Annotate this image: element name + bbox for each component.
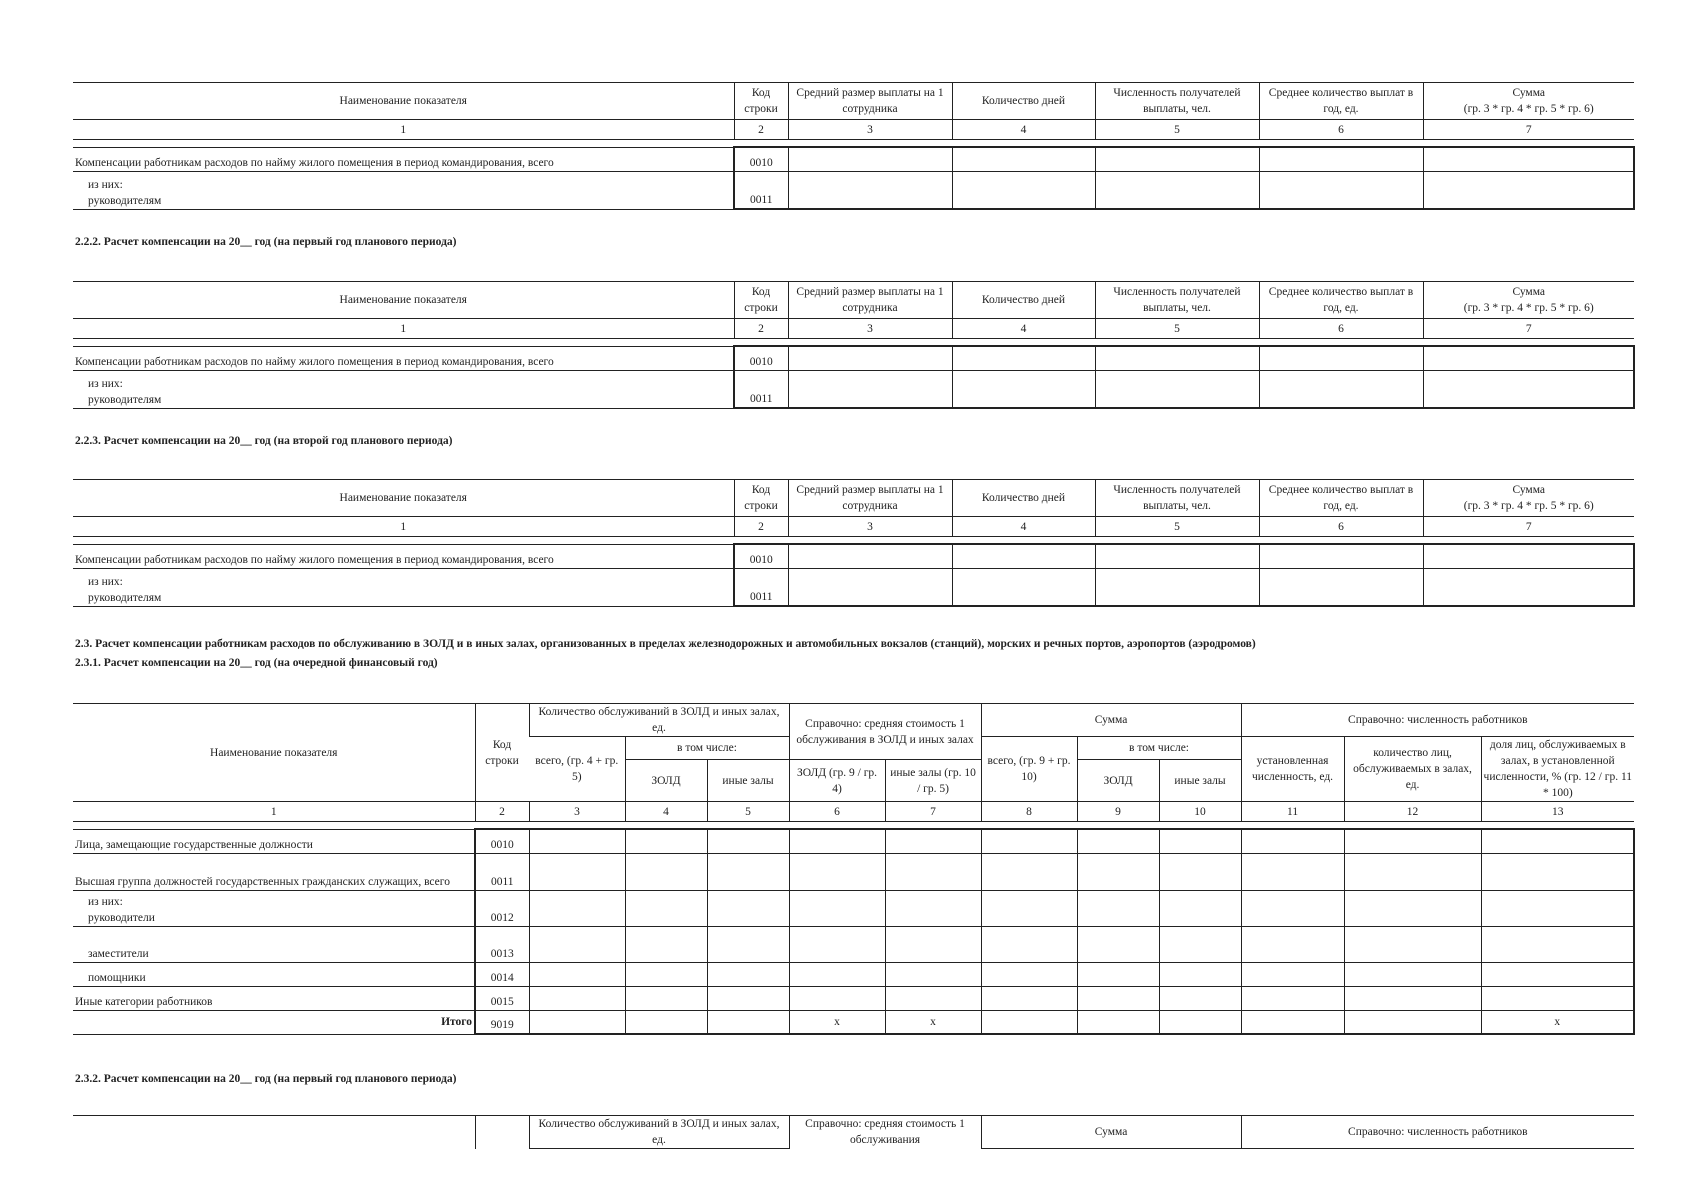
input-cell[interactable] [1159, 986, 1241, 1010]
input-cell[interactable] [1159, 926, 1241, 962]
input-cell[interactable] [885, 890, 981, 926]
col-num: 3 [529, 802, 625, 822]
row-code: 0010 [475, 829, 529, 853]
input-cell[interactable] [789, 986, 885, 1010]
input-cell[interactable] [1095, 568, 1259, 606]
row-label: Компенсации работникам расходов по найму жилого помещения в период командирования, всего [73, 147, 734, 171]
row-code: 0010 [734, 147, 788, 171]
input-cell[interactable] [981, 829, 1077, 853]
input-cell[interactable] [885, 853, 981, 890]
header-other-cost: иные залы (гр. 10 / гр. 5) [885, 760, 981, 802]
col-num: 3 [788, 120, 952, 140]
header-code: Код строки [475, 704, 529, 802]
input-cell[interactable] [789, 829, 885, 853]
row-code: 0011 [734, 370, 788, 408]
input-cell[interactable] [625, 1010, 707, 1034]
header-incl: в том числе: [1077, 737, 1241, 760]
input-cell[interactable] [1344, 829, 1481, 853]
col-num: 12 [1344, 802, 1481, 822]
input-cell[interactable] [1095, 370, 1259, 408]
input-cell[interactable] [1077, 986, 1159, 1010]
input-cell[interactable] [1095, 171, 1259, 209]
col-num: 4 [952, 517, 1095, 537]
input-cell[interactable] [1423, 171, 1634, 209]
input-cell[interactable] [1159, 962, 1241, 986]
input-cell[interactable] [1423, 346, 1634, 370]
input-cell[interactable] [788, 147, 952, 171]
input-cell[interactable] [707, 962, 789, 986]
input-cell[interactable] [529, 926, 625, 962]
input-cell[interactable] [1077, 890, 1159, 926]
header-total-qty: всего, (гр. 4 + гр. 5) [535, 755, 619, 783]
header-served: количество лиц, обслуживаемых в залах, ед. [1344, 737, 1481, 802]
input-cell[interactable] [1241, 1010, 1344, 1034]
input-cell[interactable] [1077, 829, 1159, 853]
col-num: 1 [73, 319, 734, 339]
section-heading: 2.3. Расчет компенсации работникам расходов по обслуживанию в ЗОЛД и в иных залах, организованных в пределах железнодорожных и автомобильных вокзалов (станций), морских и речных портов, аэропортов (аэродромов) [75, 638, 1256, 650]
header-recipients: Численность получателей выплаты, чел. [1095, 282, 1259, 319]
input-cell[interactable] [1241, 962, 1344, 986]
input-cell[interactable] [952, 171, 1095, 209]
input-cell[interactable] [1344, 926, 1481, 962]
input-cell[interactable] [789, 853, 885, 890]
input-cell[interactable] [1241, 890, 1344, 926]
input-cell[interactable] [981, 926, 1077, 962]
col-num: 3 [788, 517, 952, 537]
input-cell[interactable] [1159, 1010, 1241, 1034]
header-ref-staff: Справочно: численность работников [1241, 1116, 1634, 1149]
header-code: Код строки [734, 282, 788, 319]
header-avg-count: Среднее количество выплат в год, ед. [1259, 480, 1423, 517]
col-num: 7 [885, 802, 981, 822]
header-days: Количество дней [952, 83, 1095, 120]
input-cell[interactable] [1423, 147, 1634, 171]
input-cell[interactable] [529, 1010, 625, 1034]
input-cell[interactable] [885, 986, 981, 1010]
col-num: 1 [73, 802, 475, 822]
input-cell[interactable] [1159, 890, 1241, 926]
input-cell[interactable] [981, 1010, 1077, 1034]
row-label: помощники [73, 962, 475, 986]
section-heading: 2.3.1. Расчет компенсации на 20__ год (на очередной финансовый год) [75, 657, 438, 669]
input-cell[interactable] [1095, 346, 1259, 370]
input-cell[interactable] [981, 890, 1077, 926]
header-name: Наименование показателя [73, 282, 734, 319]
input-cell[interactable] [1423, 568, 1634, 606]
header-avg-payment: Средний размер выплаты на 1 сотрудника [788, 83, 952, 120]
col-num: 2 [734, 120, 788, 140]
input-cell[interactable] [1481, 829, 1634, 853]
col-num: 2 [475, 802, 529, 822]
header-total-sum: всего, (гр. 9 + гр. 10) [981, 737, 1077, 802]
col-num: 13 [1481, 802, 1634, 822]
input-cell[interactable] [952, 544, 1095, 568]
input-cell[interactable] [1077, 853, 1159, 890]
input-cell[interactable] [529, 853, 625, 890]
col-num: 6 [1259, 517, 1423, 537]
header-other: иные залы [1159, 760, 1241, 802]
header-name [73, 1116, 475, 1149]
header-share: доля лиц, обслуживаемых в залах, в установленной численности, % (гр. 12 / гр. 11 * 100) [1481, 737, 1634, 802]
col-num: 5 [1095, 120, 1259, 140]
input-cell[interactable] [1077, 962, 1159, 986]
header-avg-count: Среднее количество выплат в год, ед. [1259, 282, 1423, 319]
col-num: 7 [1423, 120, 1634, 140]
section-heading: 2.3.2. Расчет компенсации на 20__ год (на первый год планового периода) [75, 1073, 457, 1085]
col-num: 5 [1095, 319, 1259, 339]
input-cell[interactable] [952, 568, 1095, 606]
input-cell[interactable] [981, 853, 1077, 890]
input-cell[interactable] [885, 962, 981, 986]
input-cell[interactable] [707, 853, 789, 890]
input-cell[interactable] [885, 829, 981, 853]
input-cell[interactable] [625, 853, 707, 890]
header-name: Наименование показателя [73, 480, 734, 517]
input-cell[interactable] [789, 890, 885, 926]
header-name: Наименование показателя [73, 83, 734, 120]
input-cell[interactable] [625, 986, 707, 1010]
row-label: Компенсации работникам расходов по найму жилого помещения в период командирования, всего [73, 346, 734, 370]
header-avg-count: Среднее количество выплат в год, ед. [1259, 83, 1423, 120]
col-num: 5 [1095, 517, 1259, 537]
input-cell[interactable] [1259, 568, 1423, 606]
input-cell[interactable] [788, 370, 952, 408]
col-num: 2 [734, 517, 788, 537]
header-other: иные залы [707, 760, 789, 802]
row-label: Лица, замещающие государственные должности [73, 829, 475, 853]
header-avg-payment: Средний размер выплаты на 1 сотрудника [788, 480, 952, 517]
input-cell[interactable] [529, 962, 625, 986]
input-cell[interactable] [1241, 853, 1344, 890]
input-cell[interactable] [789, 962, 885, 986]
header-ref-staff: Справочно: численность работников [1241, 704, 1634, 737]
input-cell[interactable] [1159, 853, 1241, 890]
input-cell[interactable] [1481, 853, 1634, 890]
zold-table-2 [73, 1115, 1634, 1149]
header-incl: в том числе: [625, 737, 789, 760]
header-recipients: Численность получателей выплаты, чел. [1095, 83, 1259, 120]
input-cell[interactable] [885, 926, 981, 962]
row-code: 0015 [475, 986, 529, 1010]
row-label: Высшая группа должностей государственных гражданских служащих, всего [73, 853, 475, 890]
row-label: из них: руководителям [73, 171, 734, 209]
col-num: 1 [73, 120, 734, 140]
header-ref-cost: Справочно: средняя стоимость 1 обслуживания в ЗОЛД и иных залах [789, 704, 981, 760]
row-code: 0010 [734, 544, 788, 568]
input-cell[interactable] [952, 346, 1095, 370]
input-cell[interactable] [529, 890, 625, 926]
col-num: 4 [952, 319, 1095, 339]
input-cell[interactable] [625, 926, 707, 962]
col-num: 4 [625, 802, 707, 822]
header-sum: Сумма [981, 704, 1241, 737]
input-cell[interactable] [1259, 171, 1423, 209]
input-cell[interactable] [1481, 926, 1634, 962]
header-sum: Сумма [981, 1116, 1241, 1149]
row-code: 9019 [475, 1010, 529, 1034]
input-cell[interactable] [1077, 926, 1159, 962]
col-num: 3 [788, 319, 952, 339]
compensation-table-2 [73, 281, 1635, 409]
header-days: Количество дней [952, 282, 1095, 319]
input-cell[interactable] [1259, 147, 1423, 171]
row-label: Иные категории работников [73, 986, 475, 1010]
input-cell[interactable] [981, 962, 1077, 986]
col-num: 2 [734, 319, 788, 339]
row-label: из них: руководители [73, 890, 475, 926]
input-cell[interactable] [625, 890, 707, 926]
section-heading: 2.2.2. Расчет компенсации на 20__ год (на первый год планового периода) [75, 236, 457, 248]
header-sum: Сумма (гр. 3 * гр. 4 * гр. 5 * гр. 6) [1423, 480, 1634, 517]
header-qty: Количество обслуживаний в ЗОЛД и иных залах, ед. [529, 1116, 789, 1149]
input-cell[interactable] [789, 926, 885, 962]
col-num: 9 [1077, 802, 1159, 822]
input-cell[interactable] [1259, 370, 1423, 408]
input-cell[interactable] [1259, 346, 1423, 370]
col-num: 5 [707, 802, 789, 822]
input-cell[interactable] [1077, 1010, 1159, 1034]
header-zold: ЗОЛД [1077, 760, 1159, 802]
header-name: Наименование показателя [73, 704, 475, 802]
zold-table-1 [73, 703, 1635, 1035]
input-cell[interactable] [952, 147, 1095, 171]
input-cell[interactable] [707, 829, 789, 853]
row-code: 0013 [475, 926, 529, 962]
row-code: 0014 [475, 962, 529, 986]
total-label: Итого [73, 1010, 475, 1034]
input-cell[interactable] [981, 986, 1077, 1010]
input-cell[interactable] [1481, 986, 1634, 1010]
input-cell[interactable] [707, 1010, 789, 1034]
col-num: 6 [1259, 120, 1423, 140]
header-zold-cost: ЗОЛД (гр. 9 / гр. 4) [789, 760, 885, 802]
header-est-staff: установленная численность, ед. [1241, 737, 1344, 802]
input-cell[interactable] [788, 171, 952, 209]
input-cell[interactable] [1241, 829, 1344, 853]
input-cell[interactable] [625, 962, 707, 986]
input-cell[interactable] [1344, 1010, 1481, 1034]
col-num: 7 [1423, 319, 1634, 339]
header-avg-payment: Средний размер выплаты на 1 сотрудника [788, 282, 952, 319]
input-cell[interactable] [1241, 926, 1344, 962]
na-cell: x [1481, 1010, 1634, 1034]
na-cell: x [885, 1010, 981, 1034]
input-cell[interactable] [1423, 370, 1634, 408]
col-num: 6 [1259, 319, 1423, 339]
header-sum: Сумма (гр. 3 * гр. 4 * гр. 5 * гр. 6) [1423, 282, 1634, 319]
header-ref-cost: Справочно: средняя стоимость 1 обслуживания [789, 1116, 981, 1149]
input-cell[interactable] [707, 926, 789, 962]
header-code [475, 1116, 529, 1149]
row-code: 0011 [475, 853, 529, 890]
na-cell: x [789, 1010, 885, 1034]
input-cell[interactable] [1344, 986, 1481, 1010]
input-cell[interactable] [625, 829, 707, 853]
input-cell[interactable] [707, 986, 789, 1010]
compensation-table-3 [73, 479, 1635, 607]
input-cell[interactable] [707, 890, 789, 926]
input-cell[interactable] [952, 370, 1095, 408]
col-num: 6 [789, 802, 885, 822]
input-cell[interactable] [1095, 147, 1259, 171]
input-cell[interactable] [529, 986, 625, 1010]
row-code: 0011 [734, 568, 788, 606]
col-num: 8 [981, 802, 1077, 822]
col-num: 11 [1241, 802, 1344, 822]
header-days: Количество дней [952, 480, 1095, 517]
input-cell[interactable] [788, 346, 952, 370]
row-code: 0010 [734, 346, 788, 370]
row-code: 0012 [475, 890, 529, 926]
row-label: заместители [73, 926, 475, 962]
header-zold: ЗОЛД [625, 760, 707, 802]
header-qty: Количество обслуживаний в ЗОЛД и иных залах, ед. [529, 704, 789, 737]
row-label: Компенсации работникам расходов по найму жилого помещения в период командирования, всего [73, 544, 734, 568]
row-code: 0011 [734, 171, 788, 209]
header-code: Код строки [734, 83, 788, 120]
section-heading: 2.2.3. Расчет компенсации на 20__ год (на второй год планового периода) [75, 435, 453, 447]
input-cell[interactable] [1095, 544, 1259, 568]
input-cell[interactable] [1481, 890, 1634, 926]
col-num: 7 [1423, 517, 1634, 537]
input-cell[interactable] [1423, 544, 1634, 568]
header-recipients: Численность получателей выплаты, чел. [1095, 480, 1259, 517]
row-label: из них: руководителям [73, 370, 734, 408]
header-sum: Сумма (гр. 3 * гр. 4 * гр. 5 * гр. 6) [1423, 83, 1634, 120]
input-cell[interactable] [788, 544, 952, 568]
header-code: Код строки [734, 480, 788, 517]
input-cell[interactable] [1159, 829, 1241, 853]
compensation-table-1 [73, 82, 1635, 210]
input-cell[interactable] [529, 829, 625, 853]
col-num: 1 [73, 517, 734, 537]
input-cell[interactable] [1344, 853, 1481, 890]
input-cell[interactable] [1259, 544, 1423, 568]
input-cell[interactable] [1241, 986, 1344, 1010]
input-cell[interactable] [788, 568, 952, 606]
col-num: 10 [1159, 802, 1241, 822]
row-label: из них: руководителям [73, 568, 734, 606]
col-num: 4 [952, 120, 1095, 140]
input-cell[interactable] [1481, 962, 1634, 986]
input-cell[interactable] [1344, 890, 1481, 926]
input-cell[interactable] [1344, 962, 1481, 986]
